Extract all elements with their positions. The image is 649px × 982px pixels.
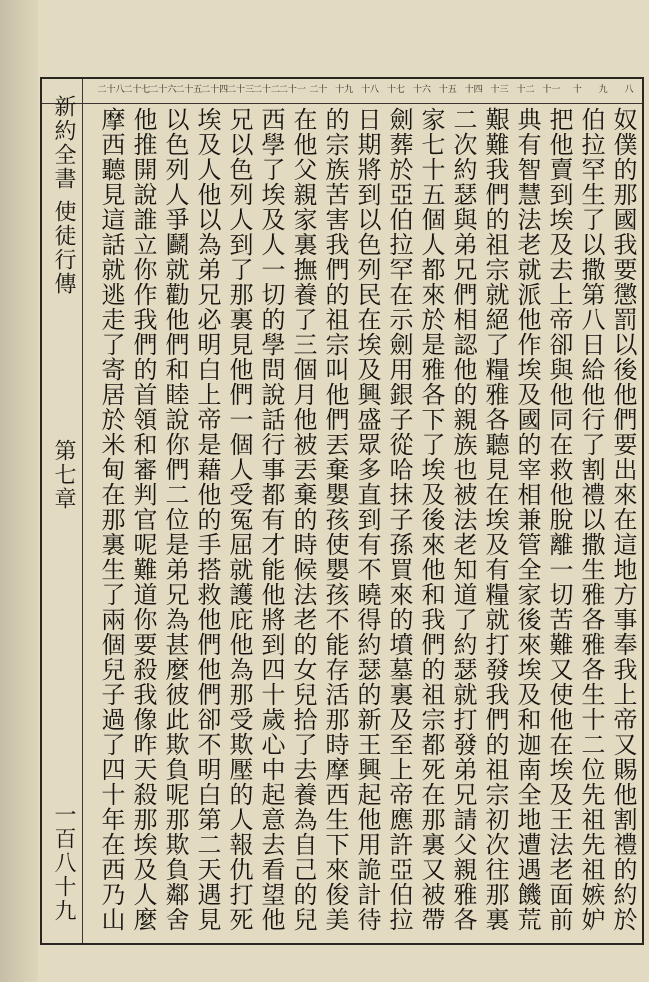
- verse-number: 十四: [464, 85, 483, 95]
- verse-number: 十三: [490, 85, 509, 95]
- text-column: 兄以色列人到了那裏見他們一個人受冤屈就護庇他為那受欺壓的人報仇打死: [225, 107, 253, 932]
- text-column: 日期將到以色列民在埃及興盛眾多直到有不曉得約瑟的新王興起他用詭計待: [353, 107, 381, 932]
- text-column: 以色列人爭鬬就勸他們和睦說你們二位是弟兄為甚麼彼此欺負呢那欺負鄰舍: [161, 107, 189, 932]
- verse-number: 十八: [361, 85, 380, 95]
- text-column: 把他賣到埃及去上帝卻與他同在救他脫離一切苦難又使他在埃及王法老面前: [545, 107, 573, 932]
- text-column: 在他父親家裏撫養了三個月他被丟棄的時候法老的女兒拾了去養為自己的兒: [289, 107, 317, 932]
- verse-number: 二十七: [123, 85, 151, 95]
- verse-number: 二十六: [149, 85, 177, 95]
- text-frame: [40, 77, 644, 945]
- page-number: 一百八十九: [51, 803, 76, 923]
- text-column: 他推開說誰立你作我們的首領和審判官呢難道你要殺我像昨天殺那埃及人麼: [129, 107, 157, 932]
- verse-number: 二十五: [175, 85, 203, 95]
- verse-number: 十: [572, 85, 582, 95]
- text-column: 劍葬於亞伯拉罕在示劍用銀子從哈抹子孫買來的墳墓裏及至上帝應許亞伯拉: [385, 107, 413, 932]
- text-column: 典有智慧法老就派他作埃及國的宰相兼管全家後來埃及和迦南全地遭遇饑荒: [513, 107, 541, 932]
- text-column: 摩西聽見這話就逃走了寄居於米甸在那裏生了兩個兒子過了四十年在西乃山: [97, 107, 125, 932]
- verse-number: 八: [624, 85, 634, 95]
- text-column: 家七十五個人都來於是雅各下了埃及後來他和我們的祖宗都死在那裏又被帶: [417, 107, 445, 932]
- text-column: 艱難我們的祖宗就絕了糧雅各聽見在埃及有糧就打發我們的祖宗初次往那裏: [481, 107, 509, 932]
- verse-number: 十一: [542, 85, 561, 95]
- verse-number: 十二: [516, 85, 535, 95]
- margin-rule: [82, 79, 83, 943]
- verse-number: 二十三: [227, 85, 255, 95]
- text-column: 埃及人他以為弟兄必明白上帝是藉他的手搭救他們他們卻不明白第二天遇見: [193, 107, 221, 932]
- text-column: 奴僕的那國我要懲罰以後他們要出來在這地方事奉我上帝又賜他割禮的約於: [609, 107, 637, 932]
- text-column: 西學了埃及人一切的學問說話行事都有才能他將到四十歲心中起意去看望他: [257, 107, 285, 932]
- verse-number: 二十二: [252, 85, 280, 95]
- verse-number: 十七: [386, 85, 405, 95]
- verse-number: 二十四: [201, 85, 229, 95]
- chapter-heading: 第七章: [51, 439, 76, 511]
- binding-gutter: [0, 0, 38, 982]
- verse-number: 二十一: [278, 85, 306, 95]
- text-column: 的宗族苦害我們的祖宗叫他們丟棄嬰孩使嬰孩不能存活那時摩西生下來俊美: [321, 107, 349, 932]
- verse-number: 十九: [335, 85, 354, 95]
- verse-number: 十五: [438, 85, 457, 95]
- text-column: 伯拉罕生了以撒第八日給他行了割禮以撒生雅各雅各生十二位先祖先祖嫉妒: [577, 107, 605, 932]
- verse-number-row: [42, 79, 642, 104]
- verse-number: 二十: [309, 85, 328, 95]
- verse-number: 十六: [412, 85, 431, 95]
- verse-number: 二十八: [97, 85, 125, 95]
- verse-number: 九: [598, 85, 608, 95]
- text-column: 二次約瑟與弟兄們相認他的親族也被法老知道了約瑟就打發弟兄請父親雅各: [449, 107, 477, 932]
- book-title: 新約全書 使徒行傳: [51, 95, 76, 296]
